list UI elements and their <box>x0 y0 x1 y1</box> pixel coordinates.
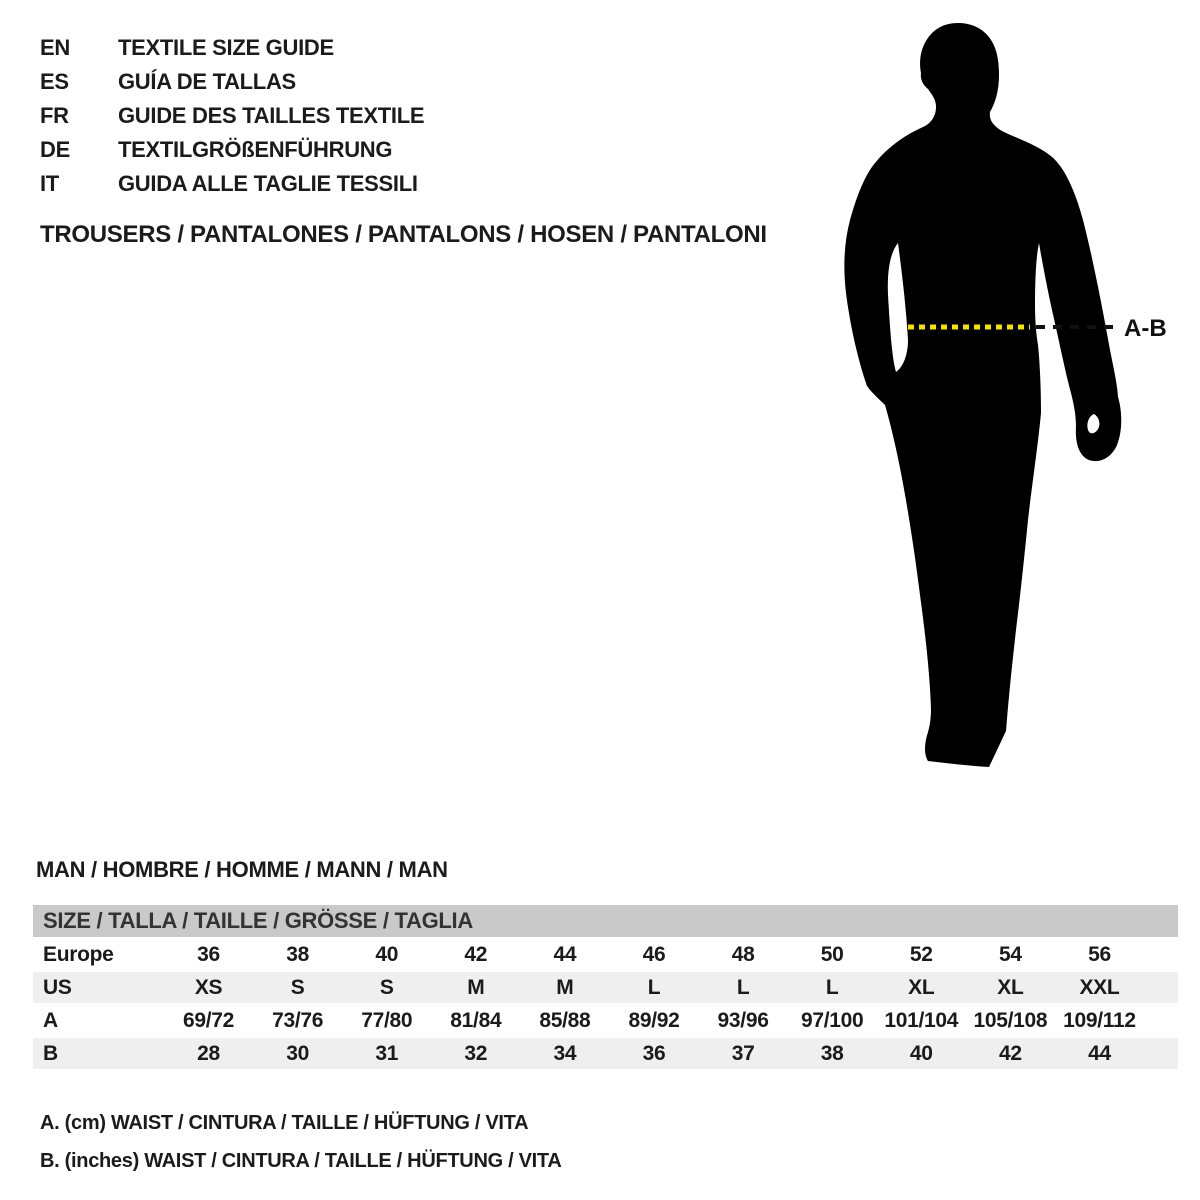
size-value: XL <box>997 975 1024 999</box>
size-value: 38 <box>820 1041 844 1065</box>
size-value: 56 <box>1088 942 1111 966</box>
language-row <box>40 65 424 99</box>
size-value: 46 <box>642 942 666 966</box>
language-title: GUÍA DE TALLAS <box>118 69 296 94</box>
size-value: 44 <box>553 942 577 966</box>
size-value: 109/112 <box>1063 1008 1136 1032</box>
language-code: DE <box>40 137 70 162</box>
table-row-europe <box>33 937 1178 970</box>
size-value: 101/104 <box>884 1008 959 1032</box>
note-b-inches: B. (inches) WAIST / CINTURA / TAILLE / HÜFTUNG / VITA <box>40 1150 562 1172</box>
size-value: XXL <box>1079 975 1120 999</box>
language-code: IT <box>40 171 59 196</box>
size-value: 69/72 <box>183 1008 235 1032</box>
size-value: 40 <box>375 942 399 966</box>
size-value: 42 <box>464 942 488 966</box>
row-label: B <box>43 1041 58 1065</box>
language-code: EN <box>40 35 70 60</box>
size-table <box>33 905 1178 1069</box>
size-value: 44 <box>1088 1041 1111 1065</box>
size-value: 54 <box>998 942 1022 966</box>
size-value: L <box>825 975 839 999</box>
language-title: GUIDE DES TAILLES TEXTILE <box>118 103 425 128</box>
size-value: 30 <box>286 1041 309 1065</box>
size-value: 36 <box>197 942 220 966</box>
size-value: 28 <box>197 1041 220 1065</box>
size-table-header: SIZE / TALLA / TAILLE / GRÖSSE / TAGLIA <box>33 905 1178 937</box>
measure-label: A-B <box>1124 315 1167 342</box>
language-guide-list <box>40 31 424 201</box>
table-row-a-cm <box>33 1003 1178 1036</box>
silhouette-body <box>844 23 1121 767</box>
language-row <box>40 31 424 65</box>
size-value: 42 <box>998 1041 1022 1065</box>
gender-section-title: MAN / HOMBRE / HOMME / MANN / MAN <box>36 857 448 882</box>
category-title: TROUSERS / PANTALONES / PANTALONS / HOSEN / PANTALONI <box>40 221 767 248</box>
size-value: 97/100 <box>800 1008 864 1032</box>
man-silhouette-figure <box>780 15 1200 785</box>
size-value: 77/80 <box>361 1008 413 1032</box>
language-row <box>40 167 424 201</box>
size-value: XL <box>908 975 935 999</box>
note-a-cm: A. (cm) WAIST / CINTURA / TAILLE / HÜFTUNG / VITA <box>40 1112 529 1134</box>
size-value: 31 <box>375 1041 399 1065</box>
row-label: US <box>43 975 72 999</box>
size-value: L <box>736 975 750 999</box>
size-value: S <box>379 975 394 999</box>
size-value: 50 <box>820 942 844 966</box>
size-value: M <box>556 975 574 999</box>
row-label: Europe <box>43 942 114 966</box>
size-value: M <box>467 975 485 999</box>
language-title: TEXTILGRÖßENFÜHRUNG <box>118 137 393 162</box>
language-title: TEXTILE SIZE GUIDE <box>118 35 334 60</box>
size-value: 36 <box>642 1041 666 1065</box>
language-code: ES <box>40 69 69 94</box>
size-value: 32 <box>464 1041 488 1065</box>
size-value: 73/76 <box>272 1008 324 1032</box>
row-label: A <box>43 1008 58 1032</box>
language-title: GUIDA ALLE TAGLIE TESSILI <box>118 171 418 196</box>
size-value: S <box>290 975 305 999</box>
size-value: 38 <box>286 942 309 966</box>
size-value: 37 <box>731 1041 755 1065</box>
size-value: 85/88 <box>539 1008 591 1032</box>
size-value: 40 <box>909 1041 933 1065</box>
size-value: 81/84 <box>450 1008 502 1032</box>
size-value: 93/96 <box>717 1008 769 1032</box>
size-value: 52 <box>909 942 933 966</box>
size-value: 48 <box>731 942 755 966</box>
size-value: L <box>647 975 661 999</box>
table-row-us <box>33 970 1178 1003</box>
language-row <box>40 133 424 167</box>
size-value: 105/108 <box>973 1008 1048 1032</box>
size-value: 89/92 <box>628 1008 680 1032</box>
size-value: XS <box>194 975 223 999</box>
language-code: FR <box>40 103 69 128</box>
table-row-b-inches <box>33 1036 1178 1069</box>
language-row <box>40 99 424 133</box>
size-value: 34 <box>553 1041 577 1065</box>
